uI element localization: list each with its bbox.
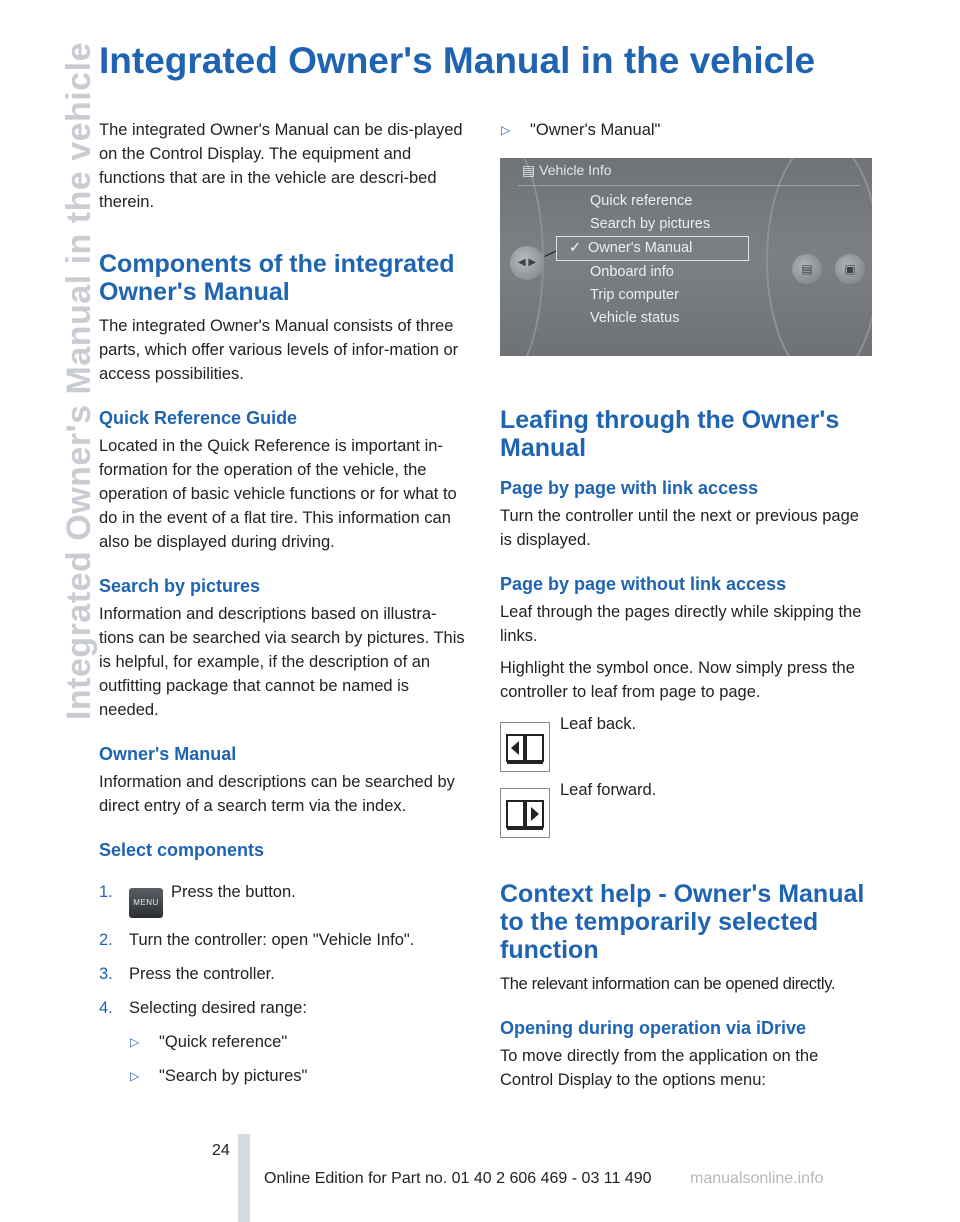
screen-menu	[569, 190, 749, 330]
step-item	[99, 928, 471, 952]
page-number: 24	[212, 1142, 230, 1159]
screen-menu-item: Quick reference	[590, 193, 693, 209]
sidebar-title: Integrated Owner's Manual in the vehicle	[60, 42, 98, 721]
leafing-heading: Leafing through the Owner's Manual	[500, 406, 840, 462]
step-number: 1.	[99, 883, 113, 901]
left-column	[99, 118, 471, 1098]
options-list	[129, 1030, 471, 1088]
screen-menu-item-selected: ✓ Owner's Manual	[556, 236, 749, 261]
link-access-paragraph: Turn the controller until the next or previous page is displayed.	[500, 507, 859, 549]
step-number: 2.	[99, 931, 113, 949]
no-link-access-heading: Page by page without link access	[500, 574, 787, 594]
owners-manual-paragraph: Information and descriptions can be searched by direct entry of a search term via the index.	[99, 773, 455, 815]
screen-menu-item: Vehicle status	[590, 310, 680, 326]
option-item: ▷ "Owner's Manual"	[500, 118, 872, 142]
screen-icon: ▣	[835, 254, 865, 284]
footer-rule	[238, 1134, 250, 1222]
triangle-bullet-icon: ▷	[501, 123, 511, 137]
step-text: Selecting desired range:	[129, 999, 307, 1017]
screen-menu-item: Search by pictures	[590, 216, 711, 232]
step-item	[99, 962, 471, 986]
step-number: 4.	[99, 999, 113, 1017]
step-item	[99, 996, 471, 1088]
context-help-heading: Context help - Owner's Manual to the temporarily selected function	[500, 880, 865, 964]
search-by-pictures-paragraph: Information and descriptions based on illustra-tions can be searched via search by pictures. This is helpful, for example, if the description of an outfitting package that cannot be named is needed.	[99, 605, 465, 719]
triangle-bullet-icon: ▷	[130, 1035, 140, 1049]
footer-edition-text: Online Edition for Part no. 01 40 2 606 469 - 03 11 490	[264, 1170, 652, 1187]
leaf-forward-row	[500, 778, 872, 842]
checkmark-icon: ✓	[569, 240, 582, 256]
triangle-bullet-icon: ▷	[130, 1069, 140, 1083]
no-link-paragraph-1: Leaf through the pages directly while skipping the links.	[500, 603, 862, 645]
car-icon: ▤	[522, 162, 536, 178]
components-heading: Components of the integrated Owner's Manual	[99, 250, 455, 306]
screen-header: ▤ Vehicle Info	[522, 162, 612, 178]
menu-button-icon: MENU	[129, 888, 163, 918]
components-paragraph: The integrated Owner's Manual consists of three parts, which offer various levels of infor-mation or access possibilities.	[99, 317, 459, 383]
search-by-pictures-heading: Search by pictures	[99, 576, 261, 596]
sidebar	[0, 0, 98, 1222]
page-title: Integrated Owner's Manual in the vehicle	[99, 40, 816, 81]
no-link-paragraph-2: Highlight the symbol once. Now simply press the controller to leaf from page to page.	[500, 659, 855, 701]
idrive-heading: Opening during operation via iDrive	[500, 1018, 807, 1038]
intro-paragraph: The integrated Owner's Manual can be dis-played on the Control Display. The equipment and functions that are in the vehicle are descri-bed therein.	[99, 121, 463, 211]
option-item: ▷ "Search by pictures"	[129, 1064, 471, 1088]
quick-reference-paragraph: Located in the Quick Reference is important in-formation for the operation of the vehicle, the operation of basic vehicle functions or for what to do in the event of a flat tire. This information can also be displayed during driving.	[99, 437, 457, 551]
step-number: 3.	[99, 965, 113, 983]
leaf-forward-label: Leaf forward.	[560, 781, 657, 799]
select-components-heading: Select components	[99, 840, 265, 860]
context-help-paragraph: The relevant information can be opened directly.	[500, 975, 836, 993]
right-column	[500, 118, 872, 1100]
leaf-back-row	[500, 712, 872, 776]
leaf-forward-icon	[500, 788, 550, 838]
screen-menu-item: Trip computer	[590, 287, 679, 303]
options-icon: ▤	[792, 254, 822, 284]
step-text: Turn the controller: open "Vehicle Info".	[129, 931, 415, 949]
controller-knob-icon: ◀ ▶	[510, 246, 544, 280]
leaf-back-icon	[500, 722, 550, 772]
option-item: ▷ "Quick reference"	[129, 1030, 471, 1054]
owners-manual-heading: Owner's Manual	[99, 744, 237, 764]
options-list-continued	[500, 118, 872, 142]
step-text: Press the controller.	[129, 965, 275, 983]
watermark: manualsonline.info	[690, 1170, 824, 1187]
leaf-back-label: Leaf back.	[560, 715, 637, 733]
quick-reference-heading: Quick Reference Guide	[99, 408, 298, 428]
link-access-heading: Page by page with link access	[500, 478, 759, 498]
steps-list	[99, 880, 471, 1088]
step-item	[99, 880, 471, 918]
screen-divider	[518, 185, 860, 186]
screen-menu-item: Onboard info	[590, 264, 674, 280]
control-display-screenshot	[500, 158, 872, 356]
step-text: Press the button.	[171, 883, 296, 901]
idrive-paragraph: To move directly from the application on the Control Display to the options menu:	[500, 1047, 819, 1089]
